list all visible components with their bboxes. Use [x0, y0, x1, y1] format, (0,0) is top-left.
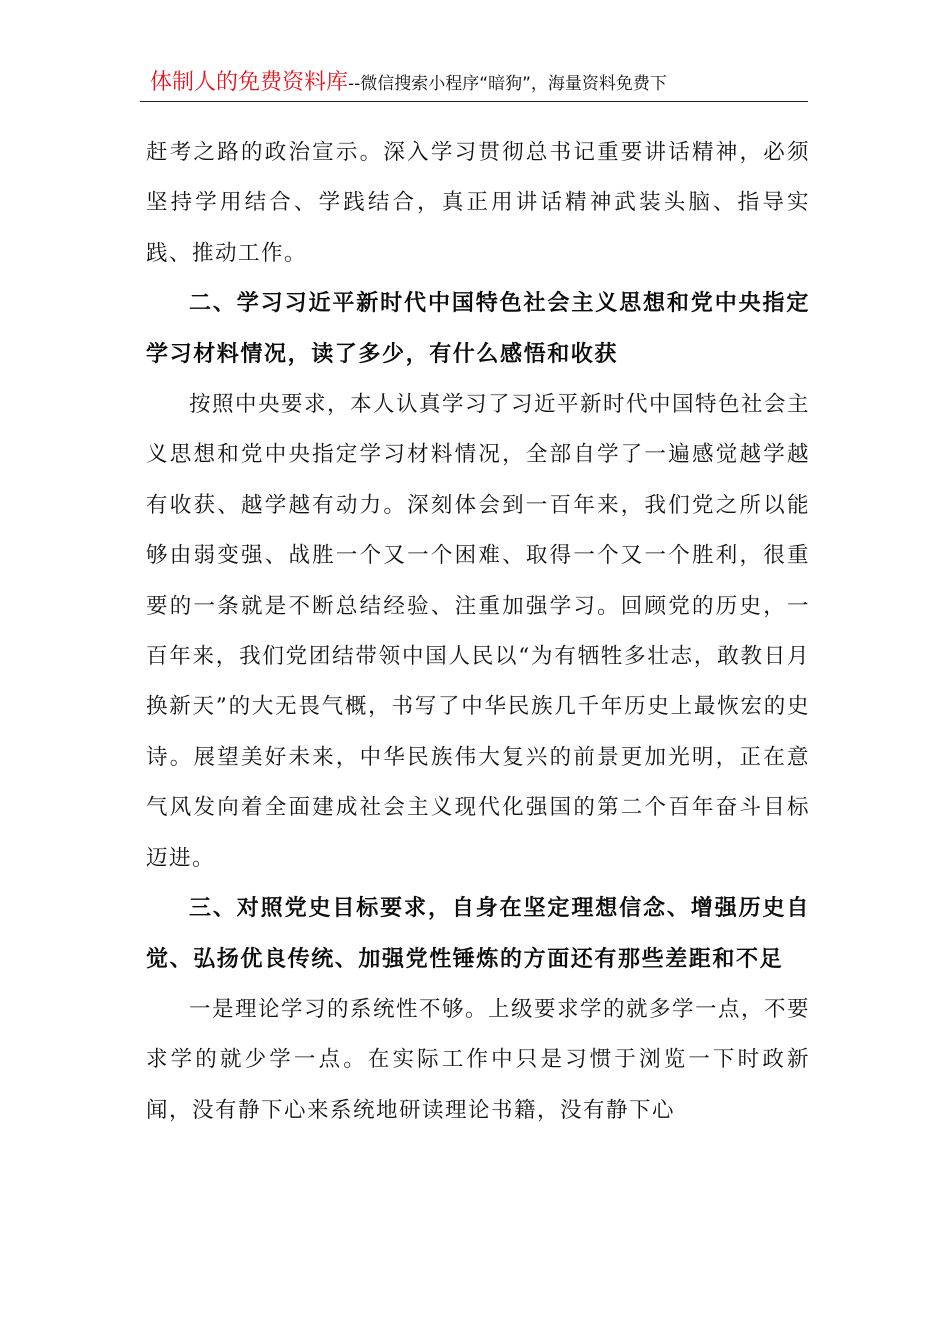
body-paragraph: 按照中央要求，本人认真学习了习近平新时代中国特色社会主义思想和党中央指定学习材料情况，全部自学了一遍感觉越学越有收获、越学越有动力。深刻体会到一百年来，我们党之所以能够由弱变强、战胜一个又一个困难、取得一个又一个胜利，很重要的一条就是不断总结经验、注重加强学习。回顾党的历史，一百年来，我们党团结带领中国人民以“为有牺牲多壮志，敢教日月换新天”的大无畏气概，书写了中华民族几千年历史上最恢宏的史诗。展望美好未来，中华民族伟大复兴的前景更加光明，正在意气风发向着全面建成社会主义现代化强国的第二个百年奋斗目标迈进。: [146, 392, 811, 871]
section-heading: 三、对照党史目标要求，自身在坚定理想信念、增强历史自觉、弘扬优良传统、加强党性锤炼的方面还有那些差距和不足: [146, 896, 810, 972]
document-body: [146, 128, 810, 1136]
header-tagline: --微信搜索小程序“暗狗”，海量资料免费下: [348, 74, 667, 94]
section-heading: 二、学习习近平新时代中国特色社会主义思想和党中央指定学习材料情况，读了多少，有什么感悟和收获: [146, 291, 810, 367]
body-paragraph: 赶考之路的政治宣示。深入学习贯彻总书记重要讲话精神，必须坚持学用结合、学践结合，真正用讲话精神武装头脑、指导实践、推动工作。: [146, 140, 810, 266]
page-header: [150, 66, 808, 100]
header-brand: 体制人的免费资料库: [150, 70, 349, 95]
body-paragraph: 一是理论学习的系统性不够。上级要求学的就多学一点，不要求学的就少学一点。在实际工作中只是习惯于浏览一下时政新闻，没有静下心来系统地研读理论书籍，没有静下心: [146, 996, 811, 1123]
header-divider: [140, 101, 808, 102]
